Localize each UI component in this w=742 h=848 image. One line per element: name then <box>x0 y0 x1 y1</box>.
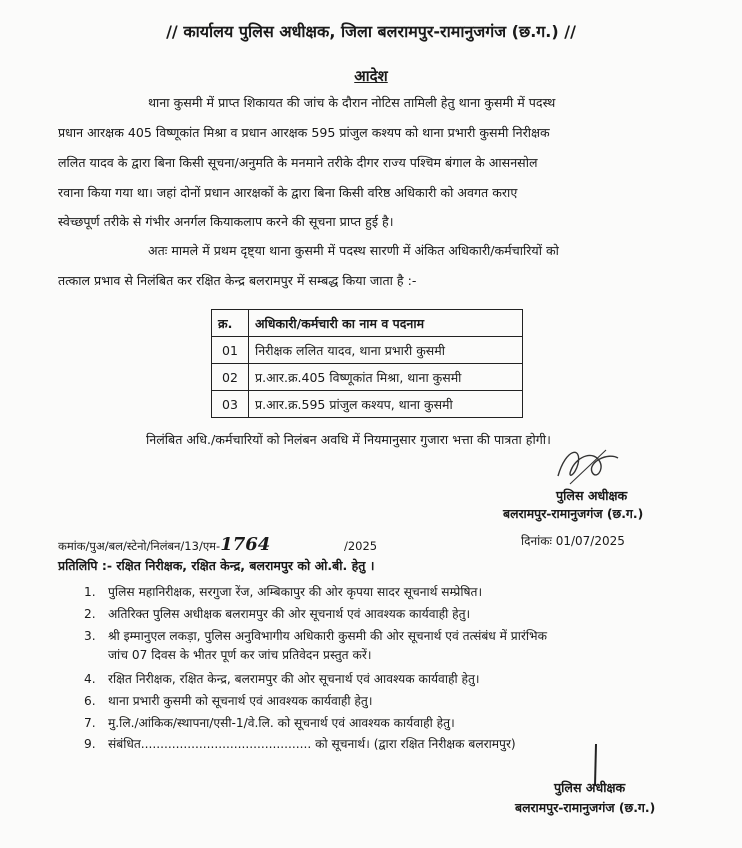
ref-year: /2025 <box>343 539 378 553</box>
para1-line: रवाना किया गया था। जहां दोनों प्रधान आरक्षकों के द्वारा बिना किसी वरिष्ठ अधिकारी को अवगत कराए <box>58 185 518 200</box>
header-slash-left: // <box>166 22 178 41</box>
table-cell-name: प्र.आर.क्र.405 विष्णूकांत मिश्रा, थाना कुसमी <box>249 364 523 391</box>
table-cell-serial: 01 <box>212 337 249 364</box>
para2-line: अतः मामले में प्रथम दृष्ट्या थाना कुसमी में पदस्थ सारणी में अंकित अधिकारी/कर्मचारियों को <box>148 243 559 258</box>
header-text: कार्यालय पुलिस अधीक्षक, जिला बलरामपुर-रामानुजगंज (छ.ग.) <box>183 22 559 41</box>
reference-number <box>58 534 377 555</box>
allowance-note: निलंबित अधि./कर्मचारियों को निलंबन अवधि में नियमानुसार गुजारा भत्ता की पात्रता होगी। <box>146 432 551 447</box>
list-item: 4. रक्षित निरीक्षक, रक्षित केन्द्र, बलरामपुर की ओर सूचनार्थ एवं आवश्यक कार्यवाही हेतु। <box>84 672 480 686</box>
table-row <box>212 364 523 391</box>
table-cell-name: निरीक्षक ललित यादव, थाना प्रभारी कुसमी <box>249 337 523 364</box>
order-date: दिनांकः 01/07/2025 <box>521 534 625 548</box>
table-cell-serial: 03 <box>212 391 249 418</box>
officers-table <box>211 309 523 418</box>
table-cell-serial: 02 <box>212 364 249 391</box>
para1-line: थाना कुसमी में प्राप्त शिकायत की जांच के दौरान नोटिस तामिली हेतु थाना कुसमी में पदस्थ <box>148 95 556 110</box>
signature-scribble <box>548 440 628 488</box>
table-header-row <box>212 310 523 337</box>
ref-prefix: कमांक/पुअ/बल/स्टेनो/निलंबन/13/एम- <box>58 539 221 553</box>
list-item: 7. मु.लि./आंकिक/स्थापना/एसी-1/वे.लि. को सूचनार्थ एवं आवश्यक कार्यवाही हेतु। <box>84 716 455 730</box>
list-item: 1. पुलिस महानिरीक्षक, सरगुजा रेंज, अम्बिकापुर की ओर कृपया सादर सूचनार्थ सम्प्रेषित। <box>84 585 483 599</box>
signature2-title: पुलिस अधीक्षक <box>554 780 626 795</box>
copy-to-line: प्रतिलिपि :- रक्षित निरीक्षक, रक्षित केन्द्र, बलरामपुर को ओ.बी. हेतु । <box>58 558 375 573</box>
table-header-name: अधिकारी/कर्मचारी का नाम व पदनाम <box>249 310 523 337</box>
signature2-place: बलरामपुर-रामानुजगंज (छ.ग.) <box>515 800 656 815</box>
header-slash-right: // <box>564 22 576 41</box>
list-item: 6. थाना प्रभारी कुसमी को सूचनार्थ एवं आवश्यक कार्यवाही हेतु। <box>84 694 373 708</box>
list-item-continuation: जांच 07 दिवस के भीतर पूर्ण कर जांच प्रतिवेदन प्रस्तुत करें। <box>108 648 372 662</box>
signature1-place: बलरामपुर-रामानुजगंज (छ.ग.) <box>503 506 644 521</box>
signature1-title: पुलिस अधीक्षक <box>556 488 628 503</box>
para1-line: स्वेच्छपूर्ण तरीके से गंभीर अनर्गल कियाकलाप करने की सूचना प्राप्त हुई है। <box>58 214 394 229</box>
list-item: 3. श्री इम्मानुएल लकड़ा, पुलिस अनुविभागीय अधिकारी कुसमी की ओर सूचनार्थ एवं तत्संबंध में प्रारंभिक <box>84 629 547 643</box>
table-header-serial: क्र. <box>212 310 249 337</box>
list-item: 2. अतिरिक्त पुलिस अधीक्षक बलरामपुर की ओर सूचनार्थ एवं आवश्यक कार्यवाही हेतु। <box>84 607 471 621</box>
table-row <box>212 337 523 364</box>
table-row <box>212 391 523 418</box>
para1-line: ललित यादव के द्वारा बिना किसी सूचना/अनुमति के मनमाने तरीके दीगर राज्य पश्चिम बंगाल के आसनसोल <box>58 155 538 170</box>
para2-line: तत्काल प्रभाव से निलंबित कर रक्षित केन्द्र बलरामपुर में सम्बद्ध किया जाता है :- <box>58 273 417 288</box>
order-title: आदेश <box>354 67 388 85</box>
office-header <box>40 20 702 42</box>
list-item: 9. संबंधित............................................ को सूचनार्थ। (द्वारा रक्षित निरीक्षक बलरामपुर) <box>84 737 516 751</box>
para1-line: प्रधान आरक्षक 405 विष्णूकांत मिश्रा व प्रधान आरक्षक 595 प्रांजुल कश्यप को थाना प्रभारी कुसमी निरीक्षक <box>58 125 550 140</box>
ref-handwritten-number: 1764 <box>220 534 271 555</box>
table-cell-name: प्र.आर.क्र.595 प्रांजुल कश्यप, थाना कुसमी <box>249 391 523 418</box>
